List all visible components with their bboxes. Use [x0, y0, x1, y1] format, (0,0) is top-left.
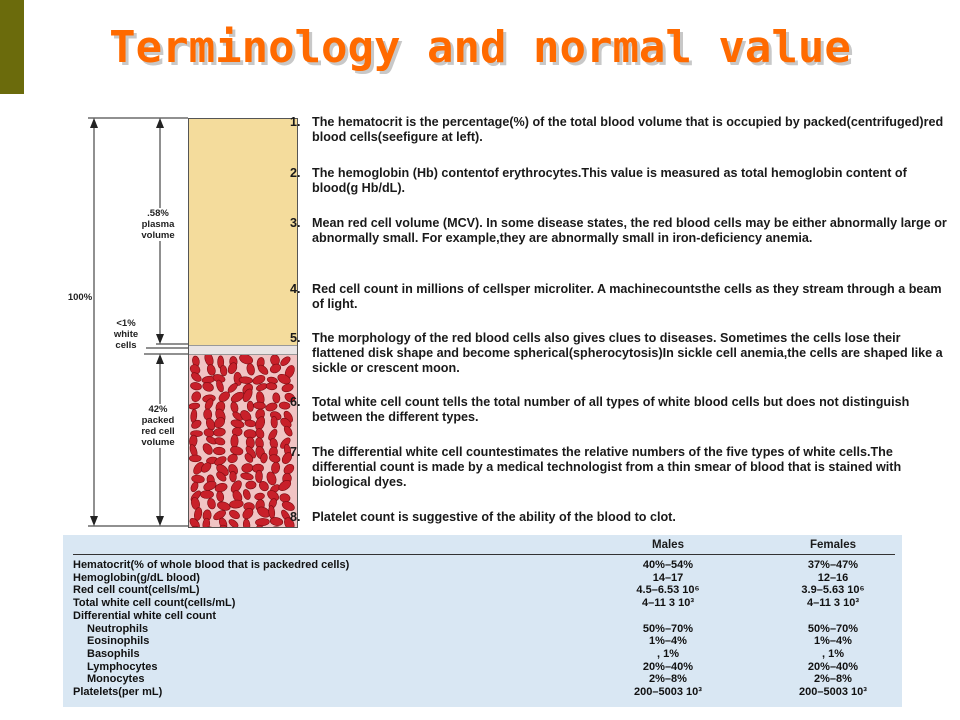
list-item-number: 4. [290, 282, 301, 296]
red-blood-cell [227, 518, 239, 527]
row-label: Differential white cell count [73, 609, 217, 622]
red-blood-cell [279, 402, 290, 410]
row-label: Red cell count(cells/mL) [73, 584, 200, 597]
row-label: Total white cell count(cells/mL) [73, 597, 236, 610]
list-item-number: 8. [290, 510, 301, 524]
list-item-text: The differential white cell countestimates the relative numbers of the five types of white cells.The differential count is made by a medical technologist from a thin smear of blood that is stained with biological dyes. [312, 445, 902, 489]
label-white-line-2: white [113, 329, 139, 340]
row-value-females: 37%–47% [807, 559, 859, 571]
row-value-females: 1%–4% [814, 635, 852, 648]
red-blood-cell [245, 481, 256, 490]
row-value-males: 14–17 [652, 571, 684, 584]
table-row [63, 648, 902, 661]
row-value-females: 2%–8% [814, 673, 852, 686]
table-row [63, 597, 902, 610]
row-value-females: 3.9–5.63 10⁶ [801, 584, 865, 597]
red-blood-cell [200, 491, 213, 499]
row-value-males: 4.5–6.53 10⁶ [636, 584, 700, 597]
red-blood-cell [191, 474, 205, 483]
label-white-cells [106, 318, 146, 351]
red-blood-cell [213, 427, 226, 437]
red-blood-cell [272, 392, 280, 403]
header-males: Males [652, 539, 684, 551]
table-row [63, 559, 902, 572]
red-blood-cells-illustration [189, 355, 297, 527]
list-item-number: 7. [290, 445, 301, 459]
row-value-males: 200–5003 10³ [634, 686, 702, 698]
label-plasma-line-2: plasma [141, 219, 175, 230]
red-blood-cell [255, 470, 262, 483]
table-row [63, 623, 902, 636]
list-item-number: 2. [290, 166, 301, 180]
row-value-females: 20%–40% [807, 660, 859, 673]
row-value-females: 50%–70% [807, 622, 859, 635]
row-value-females: , 1% [821, 647, 844, 660]
table-row [63, 673, 902, 686]
table-row [63, 686, 902, 699]
red-blood-cell [281, 382, 294, 393]
red-blood-cell [247, 401, 254, 412]
red-blood-cell [189, 455, 201, 462]
row-value-females: 4–11 3 10³ [807, 597, 859, 610]
red-cell-layer [189, 355, 297, 527]
list-item-number: 5. [290, 331, 301, 345]
row-label: Hematocrit(% of whole blood that is packedred cells) [73, 559, 350, 571]
list-item-text: The morphology of the red blood cells also gives clues to diseases. Sometimes the cells lose their flattened disk shape and become spherical(spherocytosis)In sickle cell anemia,the cells are shaped like a sickle or crescent moon. [312, 331, 943, 375]
row-value-males: 20%–40% [642, 660, 694, 673]
red-blood-cell [190, 390, 203, 403]
red-blood-cell [241, 463, 254, 474]
list-item-number: 1. [290, 115, 301, 129]
label-white-line-1: <1% [116, 318, 136, 329]
label-red-cell-volume [130, 404, 186, 448]
header-divider [73, 554, 895, 555]
red-blood-cell [268, 526, 282, 527]
red-blood-cell [214, 436, 226, 446]
label-total-volume: 100% [67, 292, 93, 303]
red-blood-cell [220, 365, 228, 377]
table-row [63, 584, 902, 597]
red-blood-cell [229, 471, 236, 482]
normal-values-table [63, 535, 902, 707]
list-item-text: Platelet count is suggestive of the ability of the blood to clot. [312, 510, 676, 524]
list-item-text: The hematocrit is the percentage(%) of the total blood volume that is occupied by packed(centrifuged)red blood cells(seefigure at left). [312, 115, 944, 144]
hematocrit-tube-figure [60, 112, 280, 532]
label-red-line-4: volume [141, 437, 175, 448]
red-blood-cell [216, 500, 231, 512]
red-blood-cell [243, 519, 251, 527]
row-value-males: 40%–54% [642, 559, 694, 571]
row-label: Eosinophils [87, 635, 150, 648]
row-label: Monocytes [87, 673, 145, 686]
list-item-text: Mean red cell volume (MCV). In some disease states, the red blood cells may be either abnormally large or abnormally small. For example,they are abnormally small in iron-deficiency anemia. [312, 216, 947, 245]
row-label: Basophils [87, 647, 140, 660]
list-item-text: The hemoglobin (Hb) contentof erythrocytes.This value is measured as total hemoglobin content of blood(g Hb/dL). [312, 166, 907, 195]
table-row [63, 635, 902, 648]
label-red-line-1: 42% [148, 404, 168, 415]
red-blood-cell [244, 419, 256, 427]
label-red-line-3: red cell [141, 426, 175, 437]
red-blood-cell [228, 508, 241, 520]
label-plasma-line-3: volume [141, 230, 175, 241]
row-value-males: 1%–4% [649, 635, 687, 648]
row-value-males: 2%–8% [649, 673, 687, 686]
table-row [63, 610, 902, 623]
red-blood-cell [213, 447, 225, 455]
list-item-text: Red cell count in millions of cellsper microliter. A machinecountsthe cells as they stream through a beam of light. [312, 282, 942, 311]
table-row [63, 572, 902, 585]
row-label: Platelets(per mL) [73, 686, 163, 698]
label-red-line-2: packed [141, 415, 175, 426]
red-blood-cell [246, 363, 256, 376]
red-blood-cell [216, 491, 225, 503]
red-blood-cell [253, 402, 265, 410]
row-label: Lymphocytes [87, 660, 158, 673]
test-tube [188, 118, 298, 528]
red-blood-cell [206, 497, 216, 509]
row-value-females: 12–16 [817, 571, 849, 584]
red-blood-cell [190, 381, 202, 390]
slide-title: Terminology and normal value [109, 22, 851, 73]
row-value-females: 200–5003 10³ [799, 686, 867, 698]
red-blood-cell [255, 518, 269, 526]
list-item-text: Total white cell count tells the total number of all types of white blood cells but does not distinguish between the different types. [312, 395, 910, 424]
white-cell-layer [189, 345, 297, 355]
label-plasma-volume [130, 208, 186, 241]
table-row [63, 661, 902, 674]
red-blood-cell [240, 472, 254, 481]
red-blood-cell [242, 489, 252, 501]
list-item-number: 3. [290, 216, 301, 230]
red-blood-cell [231, 434, 239, 447]
red-blood-cell [254, 492, 265, 500]
plasma-layer [189, 119, 297, 345]
list-item-number: 6. [290, 395, 301, 409]
header-females: Females [809, 539, 857, 551]
label-plasma-line-1: .58% [147, 208, 169, 219]
label-white-line-3: cells [115, 340, 137, 351]
red-blood-cell [206, 363, 217, 376]
row-label: Neutrophils [87, 622, 149, 635]
red-blood-cell [230, 401, 240, 413]
red-blood-cell [189, 402, 200, 410]
row-value-males: 50%–70% [642, 622, 694, 635]
red-blood-cell [269, 362, 282, 374]
row-value-males: 4–11 3 10³ [642, 597, 694, 610]
row-label: Hemoglobin(g/dL blood) [73, 571, 200, 584]
red-blood-cell [229, 499, 244, 508]
row-value-males: , 1% [656, 647, 679, 660]
